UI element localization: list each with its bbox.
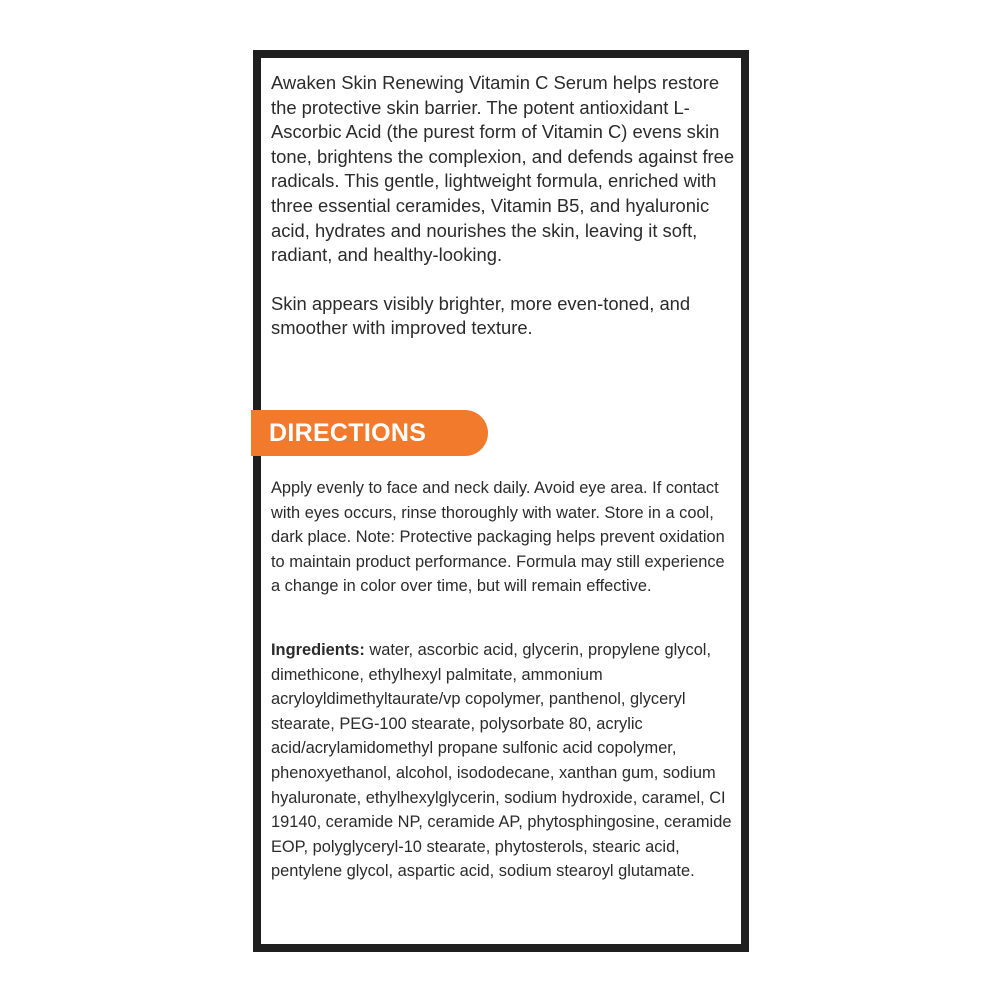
ingredients-label: Ingredients: [271,641,365,659]
product-info-panel [253,50,749,952]
directions-text: Apply evenly to face and neck daily. Avoid eye area. If contact with eyes occurs, rinse thoroughly with water. Store in a cool, dark place. Note: Protective packaging helps prevent oxidation to maintain product performance. Formula may still experience a change in color over time, but will remain effective. [271,479,725,596]
ingredients-list: water, ascorbic acid, glycerin, propylene glycol, dimethicone, ethylhexyl palmitate, ammonium acryloyldimethyltaurate/vp copolymer, panthenol, glyceryl stearate, PEG-100 stearate, polysorbate 80, acrylic acid/acrylamidomethyl propane sulfonic acid copolymer, phenoxyethanol, alcohol, isododecane, xanthan gum, sodium hyaluronate, ethylhexylglycerin, sodium hydroxide, caramel, CI 19140, ceramide NP, ceramide AP, phytosphingosine, ceramide EOP, polyglyceryl-10 stearate, phytosterols, stearic acid, pentylene glycol, aspartic acid, sodium stearoyl glutamate. [271,641,732,881]
ingredients-text [271,638,735,884]
intro-paragraph-2: Skin appears visibly brighter, more even-toned, and smoother with improved texture. [271,292,691,339]
intro-section [271,71,735,341]
directions-heading: DIRECTIONS [251,410,488,456]
intro-paragraph-1: Awaken Skin Renewing Vitamin C Serum helps restore the protective skin barrier. The potent antioxidant L-Ascorbic Acid (the purest form of Vitamin C) evens skin tone, brightens the complexion, and defends against free radicals. This gentle, lightweight formula, enriched with three essential ceramides, Vitamin B5, and hyaluronic acid, hydrates and nourishes the skin, leaving it soft, radiant, and healthy-looking. [271,72,735,266]
